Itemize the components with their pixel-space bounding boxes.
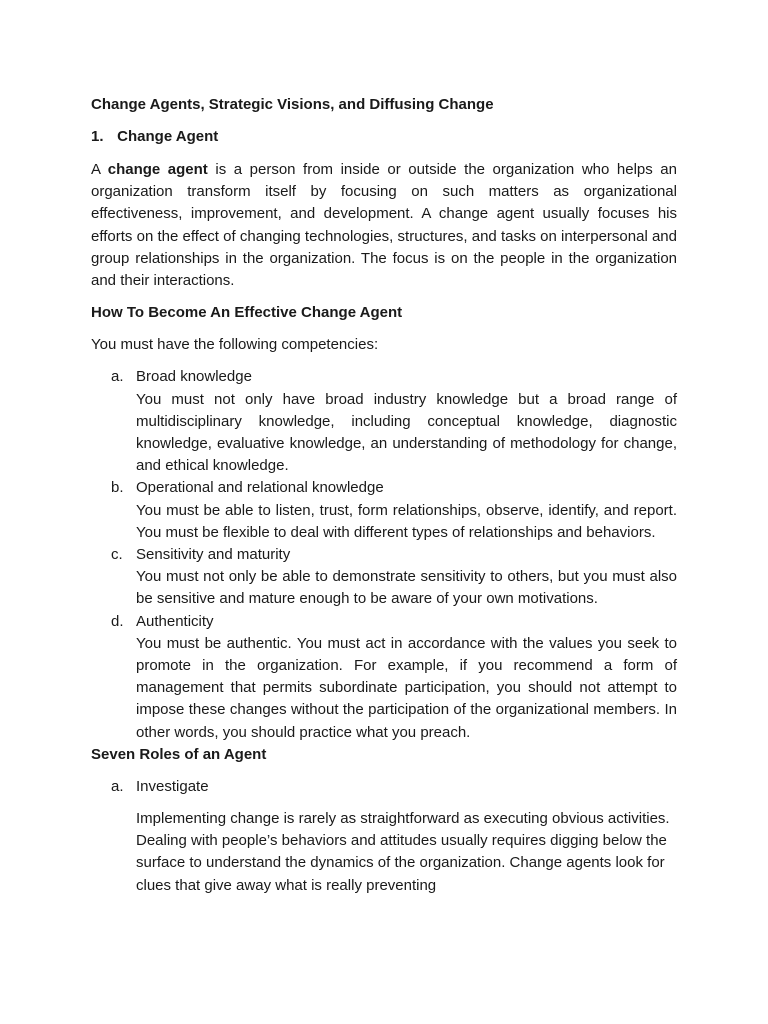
role-marker: a. bbox=[111, 777, 124, 795]
competencies-list bbox=[91, 366, 677, 743]
definition-body: is a person from inside or outside the organization who helps an organization transform itself by focusing on such matters as organizational effectiveness, improvement, and development. A change agent usually focuses his efforts on the effect of changing technologies, structures, and tasks on interpersonal and group relationships in the organization. The focus is on the people in the organization and their interactions. bbox=[91, 161, 677, 290]
competency-title: Authenticity bbox=[136, 612, 214, 630]
competency-item bbox=[91, 366, 677, 477]
role-item bbox=[91, 776, 677, 897]
competency-marker: d. bbox=[111, 612, 124, 630]
role-title: Investigate bbox=[136, 777, 209, 795]
competency-description: You must be able to listen, trust, form relationships, observe, identify, and report. You must be flexible to deal with different types of relationships and behaviors. bbox=[136, 501, 677, 541]
competency-marker: c. bbox=[111, 546, 123, 564]
competency-item bbox=[91, 544, 677, 611]
roles-heading: Seven Roles of an Agent bbox=[91, 745, 267, 763]
roles-list bbox=[91, 776, 677, 897]
competency-description: You must not only have broad industry knowledge but a broad range of multidisciplinary knowledge, including conceptual knowledge, diagnostic knowledge, evaluative knowledge, an understanding of methodology for change, and ethical knowledge. bbox=[136, 390, 677, 475]
document-page bbox=[91, 94, 677, 897]
effective-heading: How To Become An Effective Change Agent bbox=[91, 304, 403, 322]
competency-title: Operational and relational knowledge bbox=[136, 479, 384, 497]
competency-item bbox=[91, 611, 677, 744]
definition-paragraph bbox=[91, 159, 677, 292]
competency-item bbox=[91, 477, 677, 544]
section-heading bbox=[91, 126, 677, 148]
competency-marker: b. bbox=[111, 479, 124, 497]
section-number: 1. bbox=[91, 128, 104, 145]
section-title: Change Agent bbox=[117, 128, 219, 145]
competencies-intro: You must have the following competencies: bbox=[91, 336, 379, 354]
competency-title: Sensitivity and maturity bbox=[136, 546, 291, 564]
definition-lead: A bbox=[91, 161, 108, 178]
competency-description: You must be authentic. You must act in accordance with the values you seek to promote in the organization. For example, if you recommend a form of management that permits subordinate participation, you should not attempt to impose these changes without the participation of the organizational members. In other words, you should practice what you preach. bbox=[136, 634, 677, 741]
role-description: Implementing change is rarely as straightforward as executing obvious activities. Dealing with people’s behaviors and attitudes usually requires digging below the surface to understand the dynamics of the organization. Change agents look for clues that give away what is really preventing bbox=[136, 810, 670, 894]
document-title: Change Agents, Strategic Visions, and Diffusing Change bbox=[91, 96, 494, 113]
competency-marker: a. bbox=[111, 368, 124, 386]
definition-term: change agent bbox=[107, 161, 208, 178]
competency-title: Broad knowledge bbox=[136, 368, 252, 386]
competency-description: You must not only be able to demonstrate sensitivity to others, but you must also be sensitive and mature enough to be aware of your own motivations. bbox=[136, 568, 677, 608]
